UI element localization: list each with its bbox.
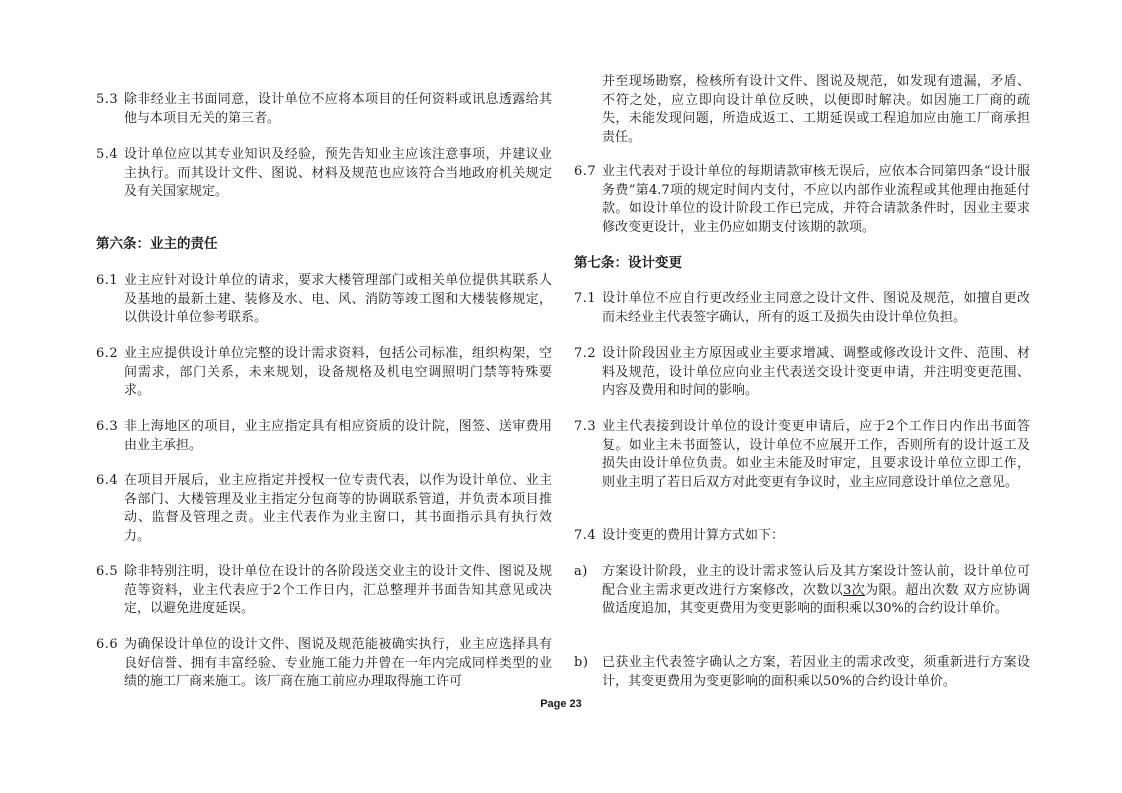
clause-text: 设计单位应以其专业知识及经验，预先告知业主应该注意事项，并建议业主执行。而其设计文件、图说、材料及规范也应该符合当地政府机关规定及有关国家规定。 bbox=[124, 147, 552, 200]
clause-text-part: 为限。超出次数 双方应协调做适度追加，其变更费用为变更影响的面积乘以30%的合约设计单价。 bbox=[602, 582, 1030, 617]
clause-7-4-a bbox=[574, 563, 1030, 619]
page-number: Page 23 bbox=[540, 698, 582, 710]
clause-number: 7.1 bbox=[574, 291, 597, 306]
clause-number: 7.4 bbox=[574, 528, 597, 543]
clause-6-7 bbox=[574, 163, 1030, 237]
clause-text: 并至现场勘察，检核所有设计文件、图说及规范，如发现有遗漏，矛盾、不符之处，应立即向设计单位反映，以便即时解决。如因施工厂商的疏失，未能发现问题，所造成返工、工期延误或工程追加应由施工厂商承担责任。 bbox=[602, 74, 1030, 145]
clause-number: 5.4 bbox=[96, 147, 119, 162]
clause-6-3 bbox=[96, 418, 552, 455]
clause-text: 除非特别注明，设计单位在设计的各阶段送交业主的设计文件、图说及规范等资料，业主代表应于2个工作日内，汇总整理并书面告知其意见或决定，以避免进度延误。 bbox=[124, 564, 552, 617]
clause-text: 设计阶段因业主方原因或业主要求增减、调整或修改设计文件、范围、材料及规范，设计单位应向业主代表送交设计变更申请，并注明变更范围、内容及费用和时间的影响。 bbox=[602, 346, 1030, 399]
clause-number: 6.4 bbox=[96, 473, 119, 488]
clause-number: 6.3 bbox=[96, 419, 119, 434]
clause-6-5 bbox=[96, 563, 552, 619]
clause-7-2 bbox=[574, 345, 1030, 401]
clause-number: 6.1 bbox=[96, 273, 119, 288]
clause-6-1 bbox=[96, 272, 552, 328]
clause-text bbox=[602, 563, 1030, 619]
clause-number: 6.6 bbox=[96, 637, 119, 652]
clause-6-6 bbox=[96, 636, 552, 692]
clause-text: 业主应提供设计单位完整的设计需求资料，包括公司标准，组织构架，空间需求，部门关系，未来规划，设备规格及机电空调照明门禁等特殊要求。 bbox=[124, 346, 552, 399]
clause-number: 5.3 bbox=[96, 92, 119, 107]
clause-text: 业主应针对设计单位的请求，要求大楼管理部门或相关单位提供其联系人及基地的最新土建、装修及水、电、风、消防等竣工图和大楼装修规定，以供设计单位参考联系。 bbox=[124, 273, 552, 326]
clause-text: 除非经业主书面同意，设计单位不应将本项目的任何资料或讯息透露给其他与本项目无关的第三者。 bbox=[124, 92, 552, 126]
clause-number: 7.2 bbox=[574, 346, 597, 361]
clause-text: 非上海地区的项目，业主应指定具有相应资质的设计院，图签、送审费用由业主承担。 bbox=[124, 419, 552, 453]
clause-text: 为确保设计单位的设计文件、图说及规范能被确实执行，业主应选择具有良好信誉、拥有丰富经验、专业施工能力并曾在一年内完成同样类型的业绩的施工厂商来施工。该厂商在施工前应办理取得施工许可 bbox=[124, 637, 552, 690]
clause-7-4 bbox=[574, 527, 1030, 546]
clause-text: 在项目开展后，业主应指定并授权一位专责代表，以作为设计单位、业主各部门、大楼管理及业主指定分包商等的协调联系管道，并负责本项目推动、监督及管理之责。业主代表作为业主窗口，其书面指示具有执行效力。 bbox=[124, 473, 552, 544]
clause-6-6-continued bbox=[574, 73, 1030, 147]
section-heading-6: 第六条：业主的责任 bbox=[96, 236, 218, 252]
clause-text: 业主代表对于设计单位的每期请款审核无误后，应依本合同第四条“设计服务费”第4.7项的规定时间内支付，不应以内部作业流程或其他理由拖延付款。如设计单位的设计阶段工作已完成，并符合请款条件时，因业主要求修改变更设计，业主仍应如期支付该期的款项。 bbox=[602, 164, 1030, 235]
clause-number: 6.5 bbox=[96, 564, 119, 579]
clause-number: 6.2 bbox=[96, 346, 119, 361]
clause-5-3 bbox=[96, 91, 552, 128]
clause-6-2 bbox=[96, 345, 552, 401]
clause-number: a) bbox=[574, 564, 588, 579]
section-heading-7: 第七条：设计变更 bbox=[574, 255, 682, 271]
clause-7-4-b bbox=[574, 654, 1030, 691]
clause-text: 已获业主代表签字确认之方案，若因业主的需求改变，须重新进行方案设计，其变更费用为变更影响的面积乘以50%的合约设计单价。 bbox=[602, 655, 1030, 689]
clause-7-1 bbox=[574, 290, 1030, 327]
clause-number: 7.3 bbox=[574, 419, 597, 434]
clause-number: 6.7 bbox=[574, 164, 597, 179]
clause-5-4 bbox=[96, 146, 552, 202]
clause-6-4 bbox=[96, 472, 552, 546]
underlined-count: 3次 bbox=[843, 582, 866, 598]
clause-text-part: 方案设计阶段，业主的设计需求签认后及其方案设计签认前，设计单位可配合业主需求更改进行方案修改，次数以 bbox=[602, 564, 1030, 598]
clause-text: 设计变更的费用计算方式如下： bbox=[602, 528, 785, 543]
clause-7-3 bbox=[574, 418, 1030, 492]
clause-text: 设计单位不应自行更改经业主同意之设计文件、图说及规范，如擅自更改而未经业主代表签字确认，所有的返工及损失由设计单位负担。 bbox=[602, 291, 1030, 325]
clause-number: b) bbox=[574, 655, 589, 670]
clause-text: 业主代表接到设计单位的设计变更申请后，应于2个工作日内作出书面答复。如业主未书面签认，设计单位不应展开工作，否则所有的设计返工及损失由设计单位负责。如业主未能及时审定，且要求设计单位立即工作，则业主明了若日后双方对此变更有争议时，业主应同意设计单位之意见。 bbox=[602, 419, 1030, 490]
